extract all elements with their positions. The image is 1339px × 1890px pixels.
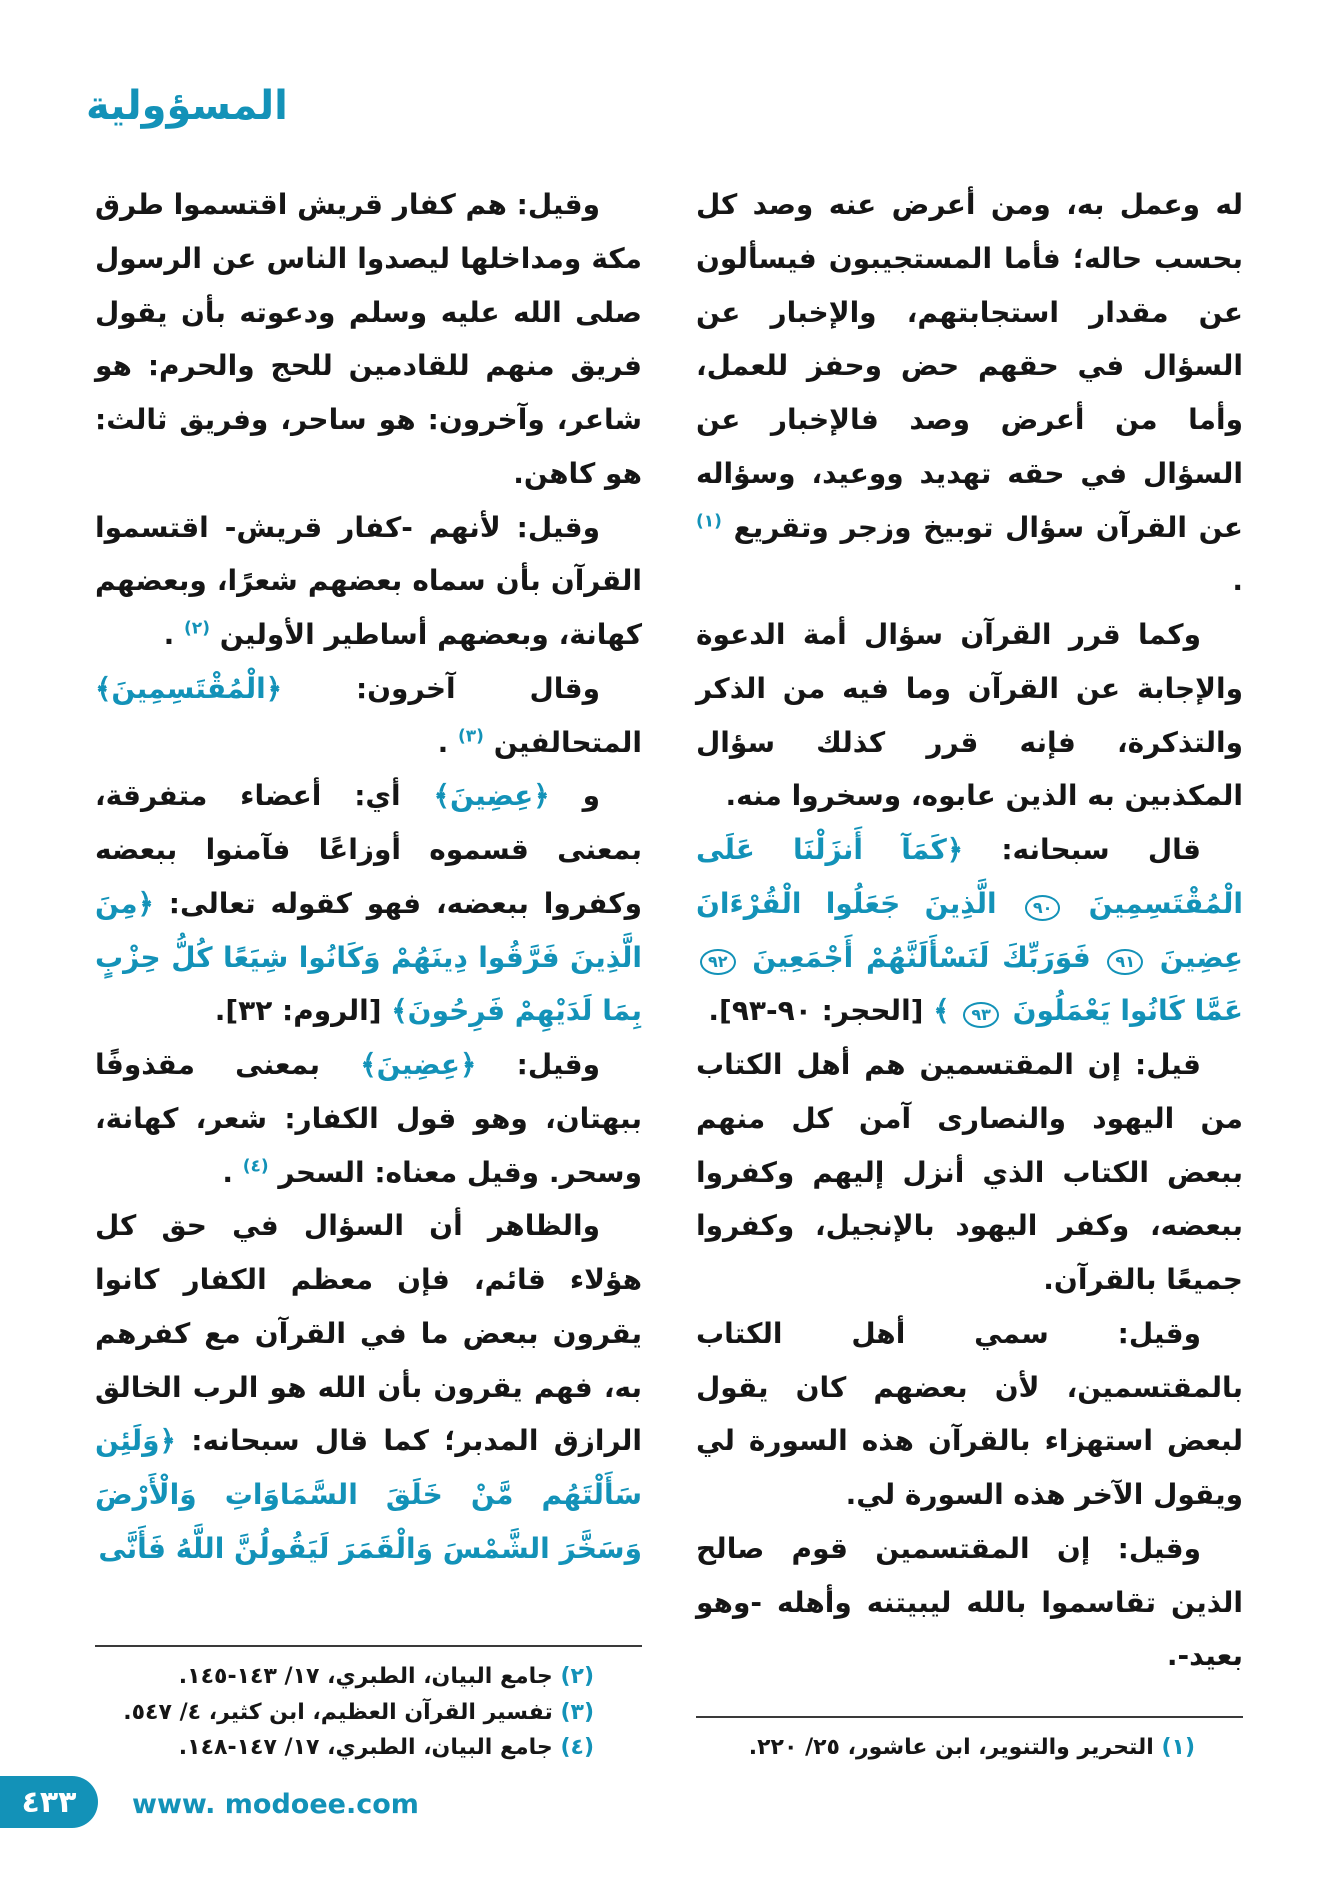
body-text: وقيل: إن المقتسمين قوم صالح الذين تقاسموا بالله ليبيتنه وأهله -وهو بعيد-.	[696, 1531, 1243, 1673]
page-number-badge	[0, 1776, 98, 1828]
footnote-marker: (٤)	[560, 1735, 594, 1761]
body-text: وقيل: سمي أهل الكتاب بالمقتسمين، لأن بعضهم كان يقول لبعض استهزاء بالقرآن هذه السورة لي ويقول الآخر هذه السورة لي.	[696, 1316, 1243, 1511]
quran-verse: ﴿عِضِينَ﴾	[360, 1048, 477, 1081]
quran-verse: فَوَرَبِّكَ لَنَسْأَلَنَّهُمْ أَجْمَعِينَ	[752, 940, 1091, 974]
quran-verse: ﴿الْمُقْتَسِمِينَ﴾	[95, 671, 283, 705]
paragraph	[95, 501, 642, 662]
body-text: المتحالفين	[493, 725, 642, 759]
body-text: أي: أعضاء متفرقة، بمعنى قسموه أوزاعًا فآمنوا ببعضه وكفروا ببعضه، فهو كقوله تعالى:	[95, 779, 642, 920]
footnote-ref: (٢)	[184, 618, 210, 639]
body-text: وقيل:	[476, 1048, 601, 1081]
quran-verse: ﴿وَلَئِن سَأَلْتَهُم مَّنْ خَلَقَ السَّمَاوَاتِ وَالْأَرْضَ وَسَخَّرَ الشَّمْسَ وَالْقَمَرَ لَيَقُولُنَّ اللَّهُ فَأَنَّى	[95, 1424, 642, 1565]
body-text: والظاهر أن السؤال في حق كل هؤلاء قائم، فإن معظم الكفار كانوا يقرون ببعض ما في القرآن مع كفرهم به، فهم يقرون بأن الله هو الرب الخالق الرازق المدبر؛ كما قال سبحانه:	[95, 1209, 642, 1458]
body-text: قال سبحانه:	[963, 833, 1201, 866]
footnote-ref: (٣)	[457, 726, 484, 747]
body-text: .	[222, 1155, 233, 1189]
paragraph	[95, 662, 642, 770]
footnote-marker: (٣)	[560, 1699, 594, 1725]
paragraph	[696, 1522, 1243, 1683]
column-left	[95, 178, 642, 1766]
ayah-number: ٩٢	[700, 949, 736, 975]
body-text: .	[437, 725, 449, 759]
ayah-number: ٩١	[1107, 949, 1143, 975]
column-right-body	[696, 178, 1243, 1683]
footnote	[95, 1695, 594, 1731]
paragraph	[95, 178, 642, 501]
paragraph	[696, 823, 1243, 1038]
body-text: وقيل: لأنهم -كفار قريش- اقتسموا القرآن بأن سماه بعضهم شعرًا، وبعضهم كهانة، وبعضهم أساطير الأولين	[95, 510, 642, 651]
page-number: ٤٣٣	[21, 1784, 77, 1820]
body-text: بمعنى مقذوفًا ببهتان، وهو قول الكفار: شعر، كهانة، وسحر. وقيل معناه: السحر	[95, 1048, 642, 1189]
footnote-ref: (٤)	[242, 1156, 269, 1177]
footnote	[95, 1659, 594, 1695]
body-text: وقال آخرون:	[282, 671, 600, 705]
quran-verse: ﴾	[933, 994, 950, 1028]
website-text: www. modoee.com	[132, 1789, 419, 1820]
paragraph	[696, 178, 1243, 608]
footnote	[95, 1730, 594, 1766]
quran-verse: عَمَّا كَانُوا يَعْمَلُونَ	[1012, 994, 1243, 1028]
chapter-header-calligraphy: المسؤولية	[86, 83, 288, 129]
body-text: .	[163, 618, 175, 651]
paragraph	[696, 1038, 1243, 1307]
column-left-body	[95, 178, 642, 1576]
footnote-text: جامع البيان، الطبري، ١٧/ ١٤٣-١٤٥.	[178, 1664, 561, 1690]
body-text: قيل: إن المقتسمين هم أهل الكتاب من اليهود والنصارى آمن كل منهم ببعض الكتاب الذي أنزل إليهم وكفروا ببعضه، وكفر اليهود بالإنجيل، وكفروا جميعًا بالقرآن.	[696, 1048, 1243, 1296]
paragraph	[696, 1307, 1243, 1522]
quran-verse: ﴿كَمَآ أَنزَلْنَا عَلَى الْمُقْتَسِمِينَ	[696, 833, 1243, 920]
footnote	[696, 1730, 1195, 1766]
body-text: [الحجر: ٩٠-٩٣].	[708, 994, 924, 1028]
ayah-number: ٩٠	[1025, 895, 1061, 921]
body-text: و	[582, 779, 600, 813]
body-text: وقيل: هم كفار قريش اقتسموا طرق مكة ومداخلها ليصدوا الناس عن الرسول صلى الله عليه وسلم ودعوته بأن يقول فريق منهم للقادمين للحج والحرم: هو شاعر، وآخرون: هو ساحر، وفريق ثالث: هو كاهن.	[95, 188, 642, 490]
footnote-ref: (١)	[696, 511, 722, 532]
paragraph	[95, 769, 642, 1038]
ayah-number: ٩٣	[963, 1002, 999, 1028]
paragraph	[696, 608, 1243, 823]
footnotes-right	[696, 1716, 1243, 1766]
footnote-text: تفسير القرآن العظيم، ابن كثير، ٤/ ٥٤٧.	[123, 1699, 561, 1725]
page-content	[95, 178, 1243, 1766]
body-text: [الروم: ٣٢].	[214, 994, 382, 1028]
quran-verse: ﴿عِضِينَ﴾	[433, 779, 550, 813]
footnote-marker: (١)	[1161, 1735, 1195, 1761]
footnote-text: جامع البيان، الطبري، ١٧/ ١٤٧-١٤٨.	[178, 1735, 561, 1761]
body-text: .	[1232, 564, 1243, 598]
paragraph	[95, 1199, 642, 1575]
footnote-marker: (٢)	[560, 1664, 594, 1690]
column-right	[696, 178, 1243, 1766]
footnote-text: التحرير والتنوير، ابن عاشور، ٢٥/ ٢٢٠.	[748, 1735, 1162, 1761]
quran-verse: ﴿مِنَ الَّذِينَ فَرَّقُوا دِينَهُمْ وَكَانُوا شِيَعًا كُلُّ حِزْبٍ بِمَا لَدَيْهِمْ فَرِحُونَ﴾	[95, 886, 642, 1028]
body-text: له وعمل به، ومن أعرض عنه وصد كل بحسب حاله؛ فأما المستجيبون فيسألون عن مقدار استجابتهم، والإخبار عن السؤال في حقهم حض وحفز للعمل، وأما من أعرض وصد فالإخبار عن السؤال في حقه تهديد ووعيد، وسؤاله عن القرآن سؤال توبيخ وزجر وتقريع	[696, 188, 1243, 544]
footnotes-left	[95, 1645, 642, 1766]
quran-verse: الَّذِينَ جَعَلُوا الْقُرْءَانَ عِضِينَ	[696, 886, 1244, 974]
body-text: وكما قرر القرآن سؤال أمة الدعوة والإجابة عن القرآن وما فيه من الذكر والتذكرة، فإنه قرر كذلك سؤال المكذبين به الذين عابوه، وسخروا منه.	[696, 618, 1243, 813]
paragraph	[95, 1038, 642, 1199]
